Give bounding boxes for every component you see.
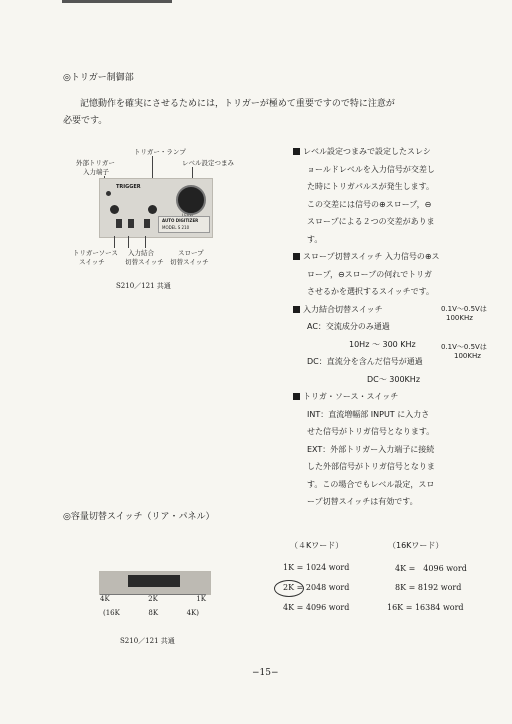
note-line: レベル設定つまみで設定したスレシ [293, 143, 493, 161]
trigger-notes [293, 143, 493, 511]
label-source-switch-1: トリガーソース [73, 249, 118, 257]
note-line: せた信号がトリガ信号となります。 [307, 427, 435, 436]
dc-range-note-2: 100KHz [454, 352, 481, 360]
source-switch [116, 219, 122, 228]
dc-range-note-1: 0.1V～0.5Vは [441, 343, 487, 351]
label-input-coupling-1: 入力結合 [128, 249, 154, 257]
note-line: AC：交流成分のみ通過 [307, 322, 390, 331]
trigger-panel-photo [99, 178, 213, 238]
col-4k-header: （４Kワード） [290, 541, 344, 550]
label-input-coupling-2: 切替スイッチ [125, 258, 164, 266]
label-source-switch-2: スイッチ [79, 258, 105, 266]
row-16k-1: 4K = 4096 word [395, 564, 467, 573]
note-line: ョールドレベルを入力信号が交差し [307, 164, 435, 174]
note-line: この交差には信号の⊕スロープ，⊖ [307, 199, 432, 209]
row-4k-1: 1K = 1024 word [283, 563, 350, 572]
trigger-lamp-icon [106, 191, 111, 196]
note-line: EXT：外部トリガー入力端子に接続 [307, 444, 435, 454]
page-number: −15− [252, 668, 279, 678]
note-line: スロープによる２つの交差がありま [307, 217, 435, 226]
note-line: INT：直流増幅部 INPUT に入力さ [307, 409, 430, 419]
note-line: 10Hz ～ 300 KHz [349, 339, 416, 349]
bullet-icon [293, 393, 300, 400]
col-16k-header: （16Kワード） [388, 541, 444, 550]
label-trigger-lamp: トリガー・ランプ [134, 148, 186, 156]
rear-switch-photo [99, 571, 211, 595]
switch-labels-bottom: (16K 8K 4K) [103, 609, 199, 617]
row-4k-3: 4K = 4096 word [283, 603, 350, 612]
row-4k-2: 2K = 2048 word [283, 583, 350, 592]
note-line: ロープ，⊖スロープの何れでトリガ [307, 269, 433, 279]
note-line: トリガ・ソース・スイッチ [293, 388, 493, 406]
capacity-switch [128, 575, 180, 587]
intro-line-2: 必要です。 [63, 116, 108, 126]
level-knob [176, 185, 206, 215]
trigger-lamp-knob [148, 205, 157, 214]
note-line: す。この場合でもレベル設定，スロ [307, 479, 435, 489]
coupling-switch [128, 219, 134, 228]
label-external-trigger-1: 外部トリガー [76, 159, 115, 167]
capacity-heading: ◎容量切替スイッチ（リア・パネル） [63, 512, 215, 522]
bullet-icon [293, 253, 300, 260]
note-line: スロープ切替スイッチ 入力信号の⊕ス [293, 248, 493, 266]
note-line: た時にトリガパルスが発生します。 [307, 182, 435, 191]
external-trigger-jack [110, 205, 119, 214]
scan-edge-bar [62, 0, 172, 3]
bullet-icon [293, 306, 300, 313]
note-line: す。 [307, 234, 323, 244]
leader-line [145, 236, 146, 248]
note-line: 入力結合切替スイッチ [293, 301, 493, 319]
row-16k-2: 8K = 8192 word [395, 583, 462, 592]
label-slope-switch-1: スロープ [178, 249, 204, 257]
note-line: DC：直流分を含んだ信号が通過 [307, 357, 423, 366]
row-16k-3: 16K = 16384 word [387, 603, 464, 612]
switch-labels-top: 4K 2K 1K [100, 595, 206, 603]
note-line: ープ切替スイッチは有効です。 [307, 497, 418, 506]
panel-model-label: MODEL S 210 [162, 225, 190, 230]
trigger-figure-caption: S210／121 共通 [116, 282, 171, 290]
selected-setting-circle [274, 580, 304, 597]
label-external-trigger-2: 入力端子 [83, 168, 109, 176]
label-slope-switch-2: 切替スイッチ [170, 258, 209, 266]
note-line: DC～ 300KHz [367, 374, 421, 384]
model-plate [158, 216, 210, 233]
note-line: させるかを選択するスイッチです。 [307, 287, 435, 296]
trigger-heading: ◎トリガー制御部 [63, 73, 134, 83]
ac-range-note-1: 0.1V～0.5Vは [441, 305, 487, 313]
intro-line-1: 記憶動作を確実にさせるためには，トリガーが極めて重要ですので特に注意が [80, 99, 395, 109]
slope-switch [144, 219, 150, 228]
label-level-knob: レベル設定つまみ [182, 159, 234, 167]
ac-range-note-2: 100KHz [446, 314, 473, 322]
bullet-icon [293, 148, 300, 155]
leader-line [128, 236, 129, 248]
panel-trigger-label: TRIGGER [116, 184, 141, 190]
leader-line [114, 236, 115, 248]
panel-product-label: AUTO DIGITIZER [162, 218, 199, 223]
capacity-figure-caption: S210／121 共通 [120, 637, 175, 645]
note-line: した外部信号がトリガ信号となりま [307, 462, 435, 471]
